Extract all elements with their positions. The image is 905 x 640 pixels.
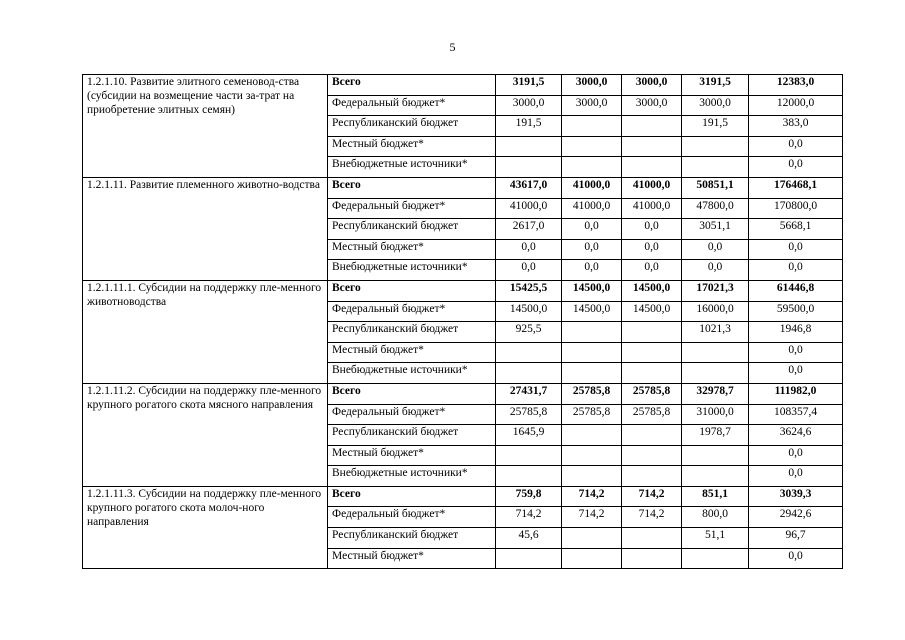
- funding-source: Внебюджетные источники*: [328, 157, 496, 178]
- amount-cell: 50851,1: [682, 177, 749, 198]
- amount-cell: [622, 342, 682, 363]
- amount-cell: 25785,8: [562, 404, 622, 425]
- amount-cell: [622, 157, 682, 178]
- funding-source: Внебюджетные источники*: [328, 363, 496, 384]
- funding-source: Внебюджетные источники*: [328, 260, 496, 281]
- funding-source: Республиканский бюджет: [328, 425, 496, 446]
- funding-source: Республиканский бюджет: [328, 116, 496, 137]
- amount-cell: 3000,0: [496, 95, 562, 116]
- amount-total-cell: 0,0: [749, 363, 843, 384]
- amount-cell: [562, 157, 622, 178]
- funding-source: Федеральный бюджет*: [328, 404, 496, 425]
- amount-cell: [682, 548, 749, 569]
- measure-name: 1.2.1.11.3. Субсидии на поддержку пле-менного крупного рогатого скота молоч-ного направления: [83, 486, 328, 568]
- amount-cell: [622, 322, 682, 343]
- amount-cell: [682, 466, 749, 487]
- measure-name: 1.2.1.11.1. Субсидии на поддержку пле-менного животноводства: [83, 280, 328, 383]
- amount-total-cell: 0,0: [749, 260, 843, 281]
- amount-cell: 0,0: [496, 260, 562, 281]
- amount-total-cell: 111982,0: [749, 383, 843, 404]
- amount-cell: [562, 548, 622, 569]
- amount-cell: 191,5: [682, 116, 749, 137]
- amount-total-cell: 170800,0: [749, 198, 843, 219]
- amount-cell: 1645,9: [496, 425, 562, 446]
- amount-cell: [562, 425, 622, 446]
- amount-cell: [622, 466, 682, 487]
- amount-total-cell: 0,0: [749, 342, 843, 363]
- measure-name: 1.2.1.10. Развитие элитного семеновод-ства (субсидии на возмещение части за-трат на приобретение элитных семян): [83, 75, 328, 178]
- amount-total-cell: 0,0: [749, 136, 843, 157]
- amount-cell: 43617,0: [496, 177, 562, 198]
- amount-total-cell: 96,7: [749, 528, 843, 549]
- amount-cell: 714,2: [562, 486, 622, 507]
- amount-cell: 25785,8: [496, 404, 562, 425]
- amount-cell: [496, 136, 562, 157]
- amount-cell: 16000,0: [682, 301, 749, 322]
- amount-cell: [622, 548, 682, 569]
- funding-source: Местный бюджет*: [328, 445, 496, 466]
- amount-cell: 15425,5: [496, 280, 562, 301]
- amount-cell: [622, 425, 682, 446]
- amount-cell: [496, 548, 562, 569]
- amount-cell: [622, 528, 682, 549]
- funding-source: Всего: [328, 486, 496, 507]
- funding-source: Федеральный бюджет*: [328, 198, 496, 219]
- budget-table: [82, 74, 843, 569]
- amount-cell: [496, 445, 562, 466]
- amount-cell: 851,1: [682, 486, 749, 507]
- amount-cell: 47800,0: [682, 198, 749, 219]
- amount-cell: 25785,8: [622, 383, 682, 404]
- amount-cell: 31000,0: [682, 404, 749, 425]
- amount-cell: 759,8: [496, 486, 562, 507]
- measure-name: 1.2.1.11. Развитие племенного животно-водства: [83, 177, 328, 280]
- amount-cell: [496, 466, 562, 487]
- amount-cell: 27431,7: [496, 383, 562, 404]
- amount-cell: 714,2: [562, 507, 622, 528]
- amount-cell: 14500,0: [562, 280, 622, 301]
- amount-cell: 0,0: [622, 219, 682, 240]
- amount-cell: 41000,0: [622, 198, 682, 219]
- measure-name: 1.2.1.11.2. Субсидии на поддержку пле-менного крупного рогатого скота мясного направления: [83, 383, 328, 486]
- amount-cell: 714,2: [622, 507, 682, 528]
- amount-cell: 0,0: [622, 260, 682, 281]
- amount-cell: [682, 445, 749, 466]
- amount-cell: [622, 445, 682, 466]
- amount-cell: 17021,3: [682, 280, 749, 301]
- funding-source: Республиканский бюджет: [328, 322, 496, 343]
- amount-total-cell: 0,0: [749, 466, 843, 487]
- table-row-total: [83, 280, 843, 301]
- amount-cell: [682, 342, 749, 363]
- amount-cell: 41000,0: [622, 177, 682, 198]
- amount-cell: 0,0: [562, 239, 622, 260]
- amount-cell: 3191,5: [496, 75, 562, 96]
- amount-cell: [562, 363, 622, 384]
- amount-cell: 14500,0: [496, 301, 562, 322]
- amount-cell: 0,0: [682, 260, 749, 281]
- amount-total-cell: 12000,0: [749, 95, 843, 116]
- funding-source: Республиканский бюджет: [328, 528, 496, 549]
- amount-cell: [622, 116, 682, 137]
- amount-cell: 800,0: [682, 507, 749, 528]
- amount-cell: 714,2: [622, 486, 682, 507]
- amount-cell: 14500,0: [622, 301, 682, 322]
- amount-cell: 41000,0: [496, 198, 562, 219]
- amount-cell: 3000,0: [622, 95, 682, 116]
- amount-total-cell: 2942,6: [749, 507, 843, 528]
- amount-cell: [562, 466, 622, 487]
- amount-cell: 0,0: [496, 239, 562, 260]
- funding-source: Внебюджетные источники*: [328, 466, 496, 487]
- amount-total-cell: 0,0: [749, 157, 843, 178]
- amount-total-cell: 0,0: [749, 239, 843, 260]
- amount-cell: [562, 116, 622, 137]
- amount-cell: 191,5: [496, 116, 562, 137]
- funding-source: Федеральный бюджет*: [328, 301, 496, 322]
- amount-cell: 25785,8: [562, 383, 622, 404]
- amount-cell: 0,0: [682, 239, 749, 260]
- amount-total-cell: 383,0: [749, 116, 843, 137]
- table-row-total: [83, 486, 843, 507]
- amount-cell: 925,5: [496, 322, 562, 343]
- funding-source: Местный бюджет*: [328, 136, 496, 157]
- amount-cell: [496, 342, 562, 363]
- amount-total-cell: 1946,8: [749, 322, 843, 343]
- amount-cell: 32978,7: [682, 383, 749, 404]
- amount-total-cell: 0,0: [749, 445, 843, 466]
- amount-cell: [622, 136, 682, 157]
- amount-total-cell: 0,0: [749, 548, 843, 569]
- amount-cell: 714,2: [496, 507, 562, 528]
- amount-cell: 3191,5: [682, 75, 749, 96]
- amount-total-cell: 3039,3: [749, 486, 843, 507]
- table-row-total: [83, 75, 843, 96]
- page-number: 5: [449, 40, 456, 54]
- amount-cell: 3000,0: [622, 75, 682, 96]
- amount-cell: [496, 157, 562, 178]
- amount-cell: [562, 136, 622, 157]
- amount-cell: 45,6: [496, 528, 562, 549]
- funding-source: Всего: [328, 75, 496, 96]
- funding-source: Местный бюджет*: [328, 239, 496, 260]
- amount-cell: 0,0: [562, 219, 622, 240]
- amount-cell: 14500,0: [562, 301, 622, 322]
- amount-cell: [682, 363, 749, 384]
- amount-total-cell: 59500,0: [749, 301, 843, 322]
- amount-cell: 3051,1: [682, 219, 749, 240]
- amount-cell: 14500,0: [622, 280, 682, 301]
- amount-cell: 1021,3: [682, 322, 749, 343]
- funding-source: Всего: [328, 383, 496, 404]
- funding-source: Республиканский бюджет: [328, 219, 496, 240]
- funding-source: Всего: [328, 280, 496, 301]
- amount-total-cell: 3624,6: [749, 425, 843, 446]
- amount-total-cell: 61446,8: [749, 280, 843, 301]
- amount-cell: 51,1: [682, 528, 749, 549]
- amount-cell: [682, 157, 749, 178]
- funding-source: Местный бюджет*: [328, 548, 496, 569]
- table-row-total: [83, 383, 843, 404]
- amount-cell: [622, 363, 682, 384]
- amount-cell: [562, 342, 622, 363]
- amount-cell: 0,0: [622, 239, 682, 260]
- amount-cell: 0,0: [562, 260, 622, 281]
- funding-source: Всего: [328, 177, 496, 198]
- amount-cell: [562, 528, 622, 549]
- amount-cell: 2617,0: [496, 219, 562, 240]
- amount-cell: 3000,0: [682, 95, 749, 116]
- funding-source: Федеральный бюджет*: [328, 95, 496, 116]
- amount-total-cell: 12383,0: [749, 75, 843, 96]
- amount-cell: [496, 363, 562, 384]
- funding-source: Федеральный бюджет*: [328, 507, 496, 528]
- amount-cell: 1978,7: [682, 425, 749, 446]
- amount-cell: [562, 445, 622, 466]
- amount-total-cell: 5668,1: [749, 219, 843, 240]
- amount-cell: [682, 136, 749, 157]
- amount-cell: 41000,0: [562, 198, 622, 219]
- amount-cell: 3000,0: [562, 75, 622, 96]
- funding-source: Местный бюджет*: [328, 342, 496, 363]
- amount-total-cell: 108357,4: [749, 404, 843, 425]
- amount-cell: 3000,0: [562, 95, 622, 116]
- table-row-total: [83, 177, 843, 198]
- amount-cell: 41000,0: [562, 177, 622, 198]
- amount-cell: [562, 322, 622, 343]
- amount-total-cell: 176468,1: [749, 177, 843, 198]
- amount-cell: 25785,8: [622, 404, 682, 425]
